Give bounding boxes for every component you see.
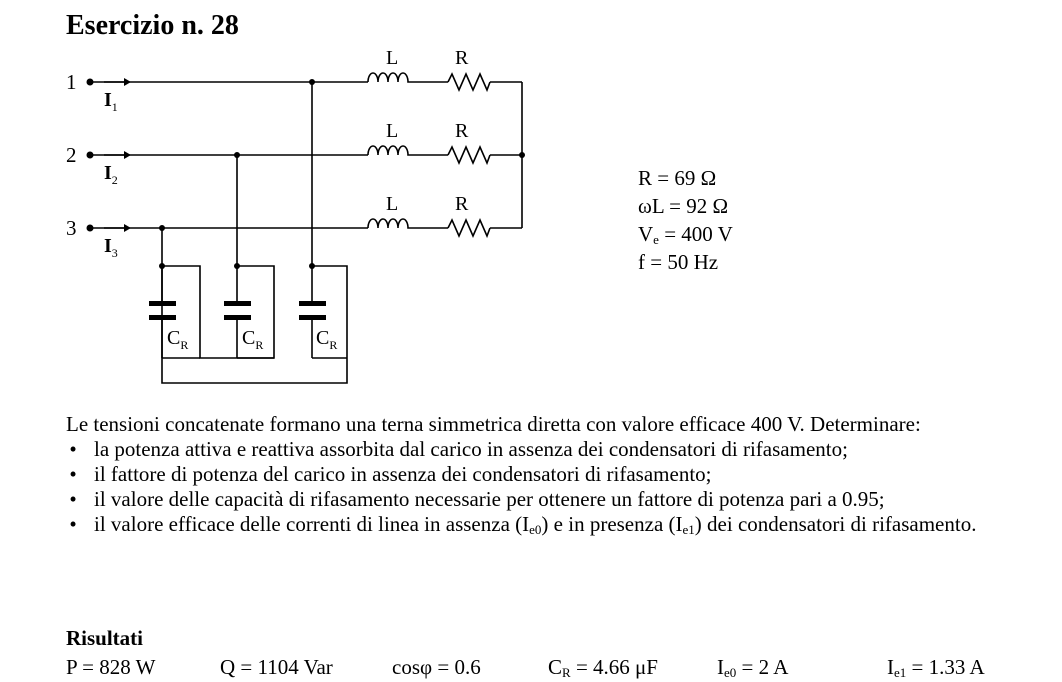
exercise-title: Esercizio n. 28 [66, 10, 239, 41]
terminal-label: 2 [66, 143, 77, 167]
list-item: • la potenza attiva e reattiva assorbita dal carico in assenza dei condensatori di rifasamento; [66, 437, 1028, 462]
bullet-icon: • [69, 512, 77, 536]
bullet-icon: • [69, 437, 77, 461]
result-value: $I_{e0} = 2$ A [717, 655, 789, 680]
bullet-icon: • [69, 462, 77, 486]
bullet-icon: • [69, 487, 77, 511]
terminal-dot [87, 79, 94, 86]
junction-dot [234, 263, 240, 269]
resistor-3 [448, 220, 490, 236]
current-label-1: $I_1$ [104, 89, 118, 114]
resistor-label: R [455, 193, 469, 215]
arrowhead-icon [124, 151, 131, 159]
problem-statement [66, 412, 1028, 537]
inductor-label: L [386, 47, 399, 69]
list-item: • il valore delle capacità di rifasamento necessarie per ottenere un fattore di potenza pari a 0.95; [66, 487, 1028, 512]
junction-dot [309, 79, 315, 85]
junction-dot [519, 152, 525, 158]
arrowhead-icon [124, 224, 131, 232]
current-label-3: $I_3$ [104, 235, 118, 260]
parameter-item: f = 50 Hz [638, 250, 719, 274]
current-label-2: $I_2$ [104, 162, 118, 187]
capacitor-plate [149, 301, 176, 306]
result-value: cosφ = 0.6 [392, 655, 481, 679]
capacitor-plate [299, 301, 326, 306]
junction-dot [309, 263, 315, 269]
capacitor-plate [299, 315, 326, 320]
parameter-list [638, 164, 733, 276]
task-list [66, 437, 1028, 537]
capacitor-plate [224, 315, 251, 320]
resistor-1 [448, 74, 490, 90]
list-item: • il valore efficace delle correnti di linea in assenza $(I_{e0})$ e in presenza $(I_{e1})$ dei condensatori di rifasamento. [66, 512, 1028, 537]
inductor-1 [368, 73, 410, 82]
capacitor-label: $C_R$ [167, 327, 189, 352]
junction-dot [159, 263, 165, 269]
resistor-label: R [455, 120, 469, 142]
terminal-dot [87, 152, 94, 159]
result-value: Q = 1104 Var [220, 655, 333, 679]
result-value: $I_{e1} = 1.33$ A [887, 655, 985, 680]
resistor-label: R [455, 47, 469, 69]
junction-dot [159, 225, 165, 231]
intro-text: Le tensioni concatenate formano una terna simmetrica diretta con valore efficace 400 V. Determinare: [66, 412, 921, 436]
arrowhead-icon [124, 78, 131, 86]
list-item: • il fattore di potenza del carico in assenza dei condensatori di rifasamento; [66, 462, 1028, 487]
capacitor-label: $C_R$ [242, 327, 264, 352]
result-value: $C_R = 4.66$ μF [548, 655, 658, 680]
parameter-item: $V_e = 400$ V [638, 222, 733, 247]
junction-dot [234, 152, 240, 158]
inductor-label: L [386, 193, 399, 215]
resistor-2 [448, 147, 490, 163]
terminal-dot [87, 225, 94, 232]
parameter-item: ωL = 92 Ω [638, 194, 729, 218]
capacitor-label: $C_R$ [316, 327, 338, 352]
inductor-label: L [386, 120, 399, 142]
result-value: P = 828 W [66, 655, 156, 679]
results-heading: Risultati [66, 626, 144, 650]
capacitor-plate [149, 315, 176, 320]
parameter-item: R = 69 Ω [638, 166, 717, 190]
terminal-label: 3 [66, 216, 77, 240]
capacitor-plate [224, 301, 251, 306]
inductor-3 [368, 219, 410, 228]
inductor-2 [368, 146, 410, 155]
terminal-label: 1 [66, 70, 77, 94]
